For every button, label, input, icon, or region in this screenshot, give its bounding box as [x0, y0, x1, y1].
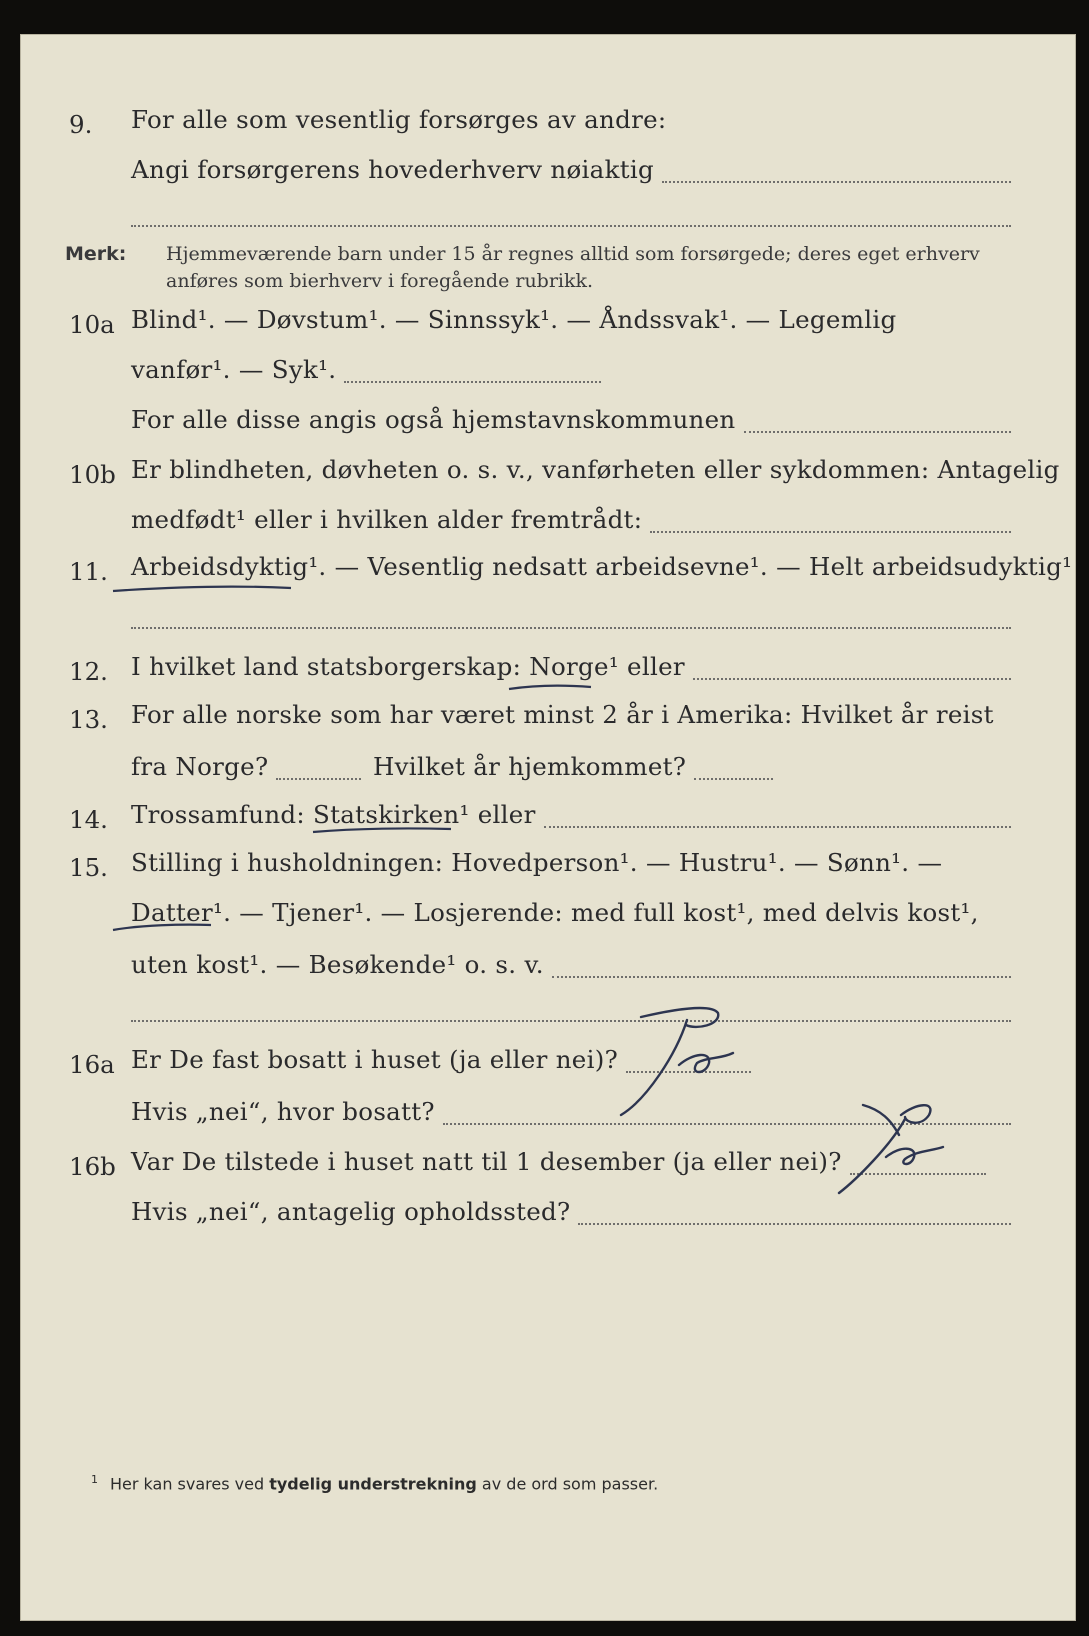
q9-text1: For alle som vesentlig forsørges av andre:: [131, 105, 667, 134]
q9-line1: [131, 105, 666, 139]
q15-answer-line2[interactable]: [131, 1020, 1011, 1022]
q15-number: 15.: [69, 853, 108, 882]
q9-text2: Angi forsørgerens hovederhverv nøiaktig: [131, 155, 654, 184]
q10b-line2: [131, 505, 1011, 539]
q11-number: 11.: [69, 557, 108, 586]
q10a-text3: For alle disse angis også hjemstavnskommunen: [131, 405, 736, 434]
merk-note: [166, 241, 980, 295]
q10a-number: 10a: [69, 310, 115, 339]
underline-arbeidsdyktig: [113, 587, 291, 591]
q16a-text1: Er De fast bosatt i huset (ja eller nei)?: [131, 1045, 618, 1074]
q16b-text2: Hvis „nei“, antagelig opholdssted?: [131, 1197, 571, 1226]
q16a-text2: Hvis „nei“, hvor bosatt?: [131, 1097, 435, 1126]
q13-hjemkommet-line[interactable]: [694, 778, 773, 780]
q11-answer-line[interactable]: [131, 627, 1011, 629]
q13-reist-line[interactable]: [276, 778, 361, 780]
q14-line1: [131, 800, 1011, 834]
q10a-text1: Blind¹. — Døvstum¹. — Sinnssyk¹. — Åndssvak¹. — Legemlig: [131, 305, 897, 334]
q9-answer-line[interactable]: [662, 181, 1011, 183]
q14-text1: Trossamfund: Statskirken¹ eller: [131, 800, 536, 829]
q12-number: 12.: [69, 657, 108, 686]
q11-text1: Arbeidsdyktig¹. — Vesentlig nedsatt arbeidsevne¹. — Helt arbeidsudyktig¹: [131, 552, 1073, 581]
q16a-line1: [131, 1045, 751, 1079]
q15-line3: [131, 950, 1011, 984]
q15-line1: [131, 848, 942, 882]
q10b-text2: medfødt¹ eller i hvilken alder fremtrådt:: [131, 505, 643, 534]
footnote-text-c: av de ord som passer.: [476, 1474, 659, 1494]
q14-answer-line[interactable]: [544, 826, 1011, 828]
q10a-text2: vanfør¹. — Syk¹.: [131, 355, 337, 384]
q13-line1: [131, 700, 994, 734]
q15-text2: Datter¹. — Tjener¹. — Losjerende: med full kost¹, med delvis kost¹,: [131, 898, 979, 927]
q13-line2a: [131, 752, 361, 786]
q16a-line2: [131, 1097, 1011, 1131]
footnote-mark: 1: [91, 1473, 98, 1486]
q13-text2b: Hvilket år hjemkommet?: [373, 752, 687, 781]
q15-answer-line[interactable]: [552, 976, 1011, 978]
q10a-line1: [131, 305, 897, 339]
q15-text3: uten kost¹. — Besøkende¹ o. s. v.: [131, 950, 544, 979]
q16a-answer-line[interactable]: [626, 1071, 751, 1073]
census-form-page: [20, 34, 1076, 1621]
q13-line2b: [373, 752, 773, 786]
merk-line2: anføres som bierhverv i foregående rubrikk.: [166, 270, 594, 292]
q16b-text1: Var De tilstede i huset natt til 1 desember (ja eller nei)?: [131, 1147, 842, 1176]
q13-number: 13.: [69, 705, 108, 734]
merk-label: Merk:: [65, 243, 127, 265]
q13-text1: For alle norske som har været minst 2 år i Amerika: Hvilket år reist: [131, 700, 994, 729]
q16b-opholdssted-line[interactable]: [578, 1223, 1011, 1225]
q11-line1: [131, 552, 1072, 586]
q10b-answer-line[interactable]: [650, 531, 1011, 533]
footnote-text-b: tydelig understrekning: [269, 1474, 477, 1494]
q10a-line2: [131, 355, 601, 389]
q9-number: 9.: [69, 110, 93, 139]
q16a-number: 16a: [69, 1050, 115, 1079]
q12-line1: [131, 652, 1011, 686]
merk-line1: Hjemmeværende barn under 15 år regnes alltid som forsørgede; deres eget erhverv: [166, 243, 980, 265]
q10a-answer-line[interactable]: [344, 381, 601, 383]
q16b-answer-line[interactable]: [850, 1173, 986, 1175]
q10b-number: 10b: [69, 460, 116, 489]
q10b-line1: [131, 455, 1060, 489]
underline-norge: [509, 686, 591, 689]
footnote: [91, 1473, 658, 1493]
q9-answer-line2[interactable]: [131, 225, 1011, 227]
q12-answer-line[interactable]: [693, 678, 1011, 680]
q10a-line3: [131, 405, 1011, 439]
q10b-text1: Er blindheten, døvheten o. s. v., vanførheten eller sykdommen: Antagelig: [131, 455, 1060, 484]
q15-line2: [131, 898, 979, 932]
q13-text2a: fra Norge?: [131, 752, 269, 781]
q16b-number: 16b: [69, 1152, 116, 1181]
q14-number: 14.: [69, 805, 108, 834]
q9-line2: [131, 155, 1011, 189]
q16b-line1: [131, 1147, 986, 1181]
footnote-text-a: Her kan svares ved: [110, 1474, 270, 1494]
q16a-bosatt-line[interactable]: [443, 1123, 1011, 1125]
q16b-line2: [131, 1197, 1011, 1231]
q10a-kommune-line[interactable]: [744, 431, 1011, 433]
q15-text1: Stilling i husholdningen: Hovedperson¹. — Hustru¹. — Sønn¹. —: [131, 848, 943, 877]
q12-text1: I hvilket land statsborgerskap: Norge¹ eller: [131, 652, 685, 681]
